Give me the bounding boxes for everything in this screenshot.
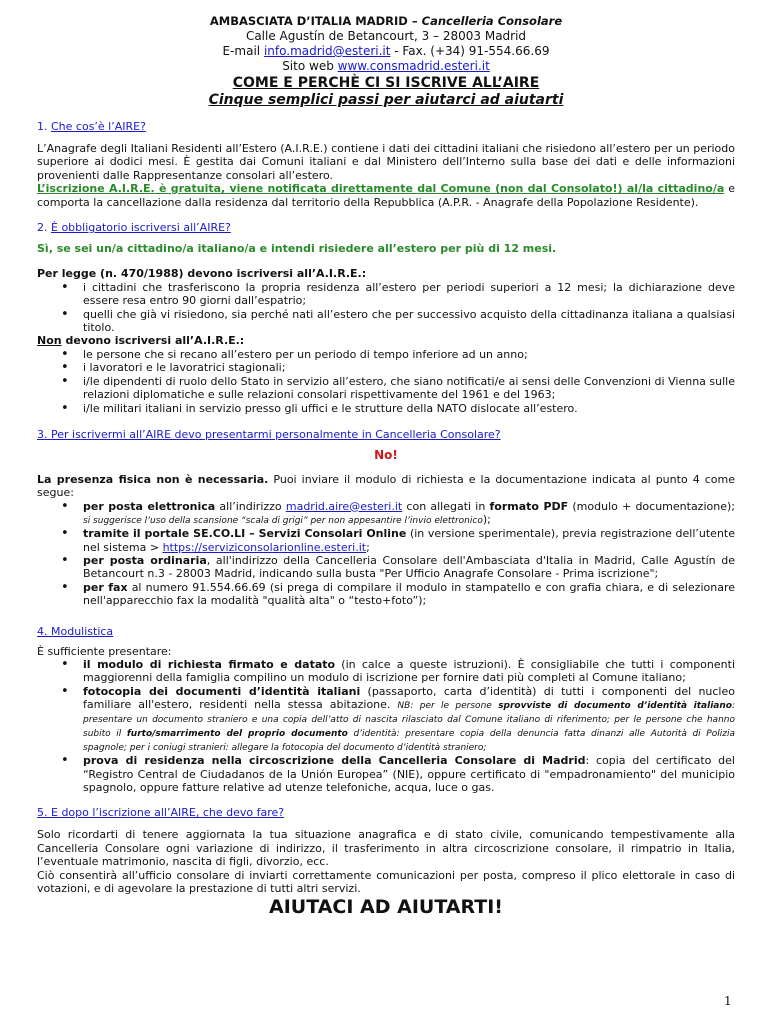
list-item: • il modulo di richiesta firmato e datato (in calce a queste istruzioni). È consigliabile che tutti i componenti maggiorenni della famiglia compilino un modulo di iscrizione per fornire dati più completi al Comune italiano; — [83, 658, 735, 685]
section-5-paragraph: Solo ricordarti di tenere aggiornata la tua situazione anagrafica e di stato civile, comunicando tempestivamente alla Cancelleria Consolare ogni variazione di indirizzo, il trasferimento in altra circoscrizione consolare, il rimpatrio in Italia, l’eventuale matrimonio, nascita di figli, divorzio, ecc. — [37, 828, 735, 869]
page-subtitle: Cinque semplici passi per aiutarci ad aiutarti — [208, 92, 564, 108]
aire-email-link[interactable]: madrid.aire@esteri.it — [285, 499, 403, 513]
list-item: • per posta ordinaria, all'indirizzo della Cancelleria Consolare dell'Ambasciata d'Italia in Madrid, Calle Agustín de Betancourt n.3 - 28003 Madrid, indicando sulla busta "Per Ufficio Anagrafe Consolare - Prima iscrizione"; — [83, 554, 735, 581]
must-register-list — [37, 281, 735, 335]
section-2-answer: Sì, se sei un/a cittadino/a italiano/a e intendi risiedere all’estero per più di 12 mesi. — [37, 242, 557, 256]
section-4-heading: 4. Modulistica — [37, 624, 114, 638]
list-item: • prova di residenza nella circoscrizione della Cancelleria Consolare di Madrid: copia del certificato del “Registro Central de Ciudadanos de la Unión Europea” (NIE), oppure certificato di "empadronamiento" del municipio spagnolo, oppure fatture relative ad utenze telefoniche, acqua, luce o gas. — [83, 754, 735, 794]
embassy-address: Calle Agustín de Betancourt, 3 – 28003 Madrid — [245, 29, 527, 43]
must-not-register-heading: Non devono iscriversi all’A.I.R.E.: — [37, 334, 245, 348]
closing-slogan: AIUTACI AD AIUTARTI! — [269, 896, 503, 919]
required-documents-list — [37, 658, 735, 794]
list-item: • i/le militari italiani in servizio presso gli uffici e le strutture della NATO dislocate all’estero. — [83, 402, 735, 415]
no-answer: No! — [374, 447, 398, 462]
list-item: • per fax al numero 91.554.66.69 (si prega di compilare il modulo in stampatello e con grafia chiara, e di selezionare nell'apparecchio fax la modalità "qualità alta" o “testo+foto”); — [83, 581, 735, 608]
email-link[interactable]: info.madrid@esteri.it — [263, 44, 391, 58]
section-3-intro: La presenza fisica non è necessaria. Puoi inviare il modulo di richiesta e la documentazione indicata al punto 4 come segue: — [37, 472, 735, 500]
section-3-heading: 3. Per iscrivermi all’AIRE devo presentarmi personalmente in Cancelleria Consolare? — [37, 427, 501, 441]
section-4-intro: È sufficiente presentare: — [37, 644, 172, 658]
list-item: • i lavoratori e le lavoratrici stagionali; — [83, 361, 735, 374]
seco-li-link[interactable]: https://serviziconsolarionline.esteri.it — [162, 540, 367, 554]
section-5-heading: 5. E dopo l’iscrizione all’AIRE, che devo fare? — [37, 806, 285, 820]
list-item: • per posta elettronica all’indirizzo madrid.aire@esteri.it con allegati in formato PDF (modulo + documentazione); si suggerisce l’uso della scansione “scala di grigi” per non appesantire l’invio elettronico); — [83, 500, 735, 527]
must-not-register-list — [37, 348, 735, 415]
list-item: • i cittadini che trasferiscono la propria residenza all’estero per periodi superiori a 12 mesi; la dichiarazione deve essere resa entro 90 giorni dall’espatrio; — [83, 281, 735, 308]
list-item: • quelli che già vi risiedono, sia perché nati all’estero che per successivo acquisto della cittadinanza italiana a qualsiasi titolo. — [83, 308, 735, 335]
document-page — [37, 14, 735, 918]
list-item: • le persone che si recano all’estero per un periodo di tempo inferiore ad un anno; — [83, 348, 735, 361]
submission-methods-list — [37, 500, 735, 608]
website-line: Sito web www.consmadrid.esteri.it — [282, 59, 490, 73]
page-number: 1 — [724, 994, 732, 1008]
website-link[interactable]: www.consmadrid.esteri.it — [337, 59, 490, 73]
section-1-heading: 1. Che cos’è l’AIRE? — [37, 120, 146, 133]
list-item: • tramite il portale SE.CO.LI – Servizi Consolari Online (in versione sperimentale), previa registrazione dell’utente nel sistema > https://serviziconsolarionline.esteri.it; — [83, 527, 735, 554]
contact-line: E-mail info.madrid@esteri.it - Fax. (+34) 91-554.66.69 — [222, 44, 550, 58]
page-title: COME E PERCHÈ CI SI ISCRIVE ALL’AIRE — [232, 75, 540, 91]
list-item: • fotocopia dei documenti d’identità italiani (passaporto, carta d’identità) di tutti i componenti del nucleo familiare all'estero, residenti nella stessa abitazione. NB: per le persone sprovviste di documento d’identità italiano: presentare un documento straniero e una copia dell’atto di nascita rilasciato dal Comune italiano di riferimento; per le persone che hanno subito il furto/smarrimento del proprio documento d’identità: presentare copia della denuncia fatta dinanzi alle Autorità di Polizia spagnole; per i coniugi stranieri: allegare la fotocopia del documento d’identità straniero; — [83, 685, 735, 754]
section-2-heading: 2. È obbligatorio iscriversi all’AIRE? — [37, 221, 231, 235]
section-1-paragraph: L’Anagrafe degli Italiani Residenti all’Estero (A.I.R.E.) contiene i dati dei cittadini italiani che risiedono all’estero per un periodo superiore ai dodici mesi. È gestita dai Comuni italiani e dal Ministero dell’Interno sulla base dei dati e delle informazioni provenienti dalle Rappresentanze consolari all’estero. — [37, 142, 735, 182]
must-register-heading: Per legge (n. 470/1988) devono iscriversi all’A.I.R.E.: — [37, 267, 367, 281]
list-item: • i/le dipendenti di ruolo dello Stato in servizio all’estero, che siano notificati/e ai sensi delle Convenzioni di Vienna sulle relazioni diplomatiche e sulle relazioni consolari rispettivamente del 1961 e del 1963; — [83, 375, 735, 402]
embassy-name: AMBASCIATA D’ITALIA MADRID – Cancelleria Consolare — [209, 14, 563, 28]
section-5-paragraph-2: Ciò consentirà all’ufficio consolare di inviarti correttamente comunicazioni per posta, compreso il plico elettorale in caso di votazioni, e di agevolare la prestazione di tutti altri servizi. — [37, 868, 735, 896]
letterhead — [37, 14, 735, 74]
section-1-note: L’iscrizione A.I.R.E. è gratuita, viene notificata direttamente dal Comune (non dal Consolato!) al/la cittadino/a e comporta la cancellazione dalla residenza dal territorio della Repubblica (A.P.R. - Anagrafe della Popolazione Residente). — [37, 182, 736, 209]
